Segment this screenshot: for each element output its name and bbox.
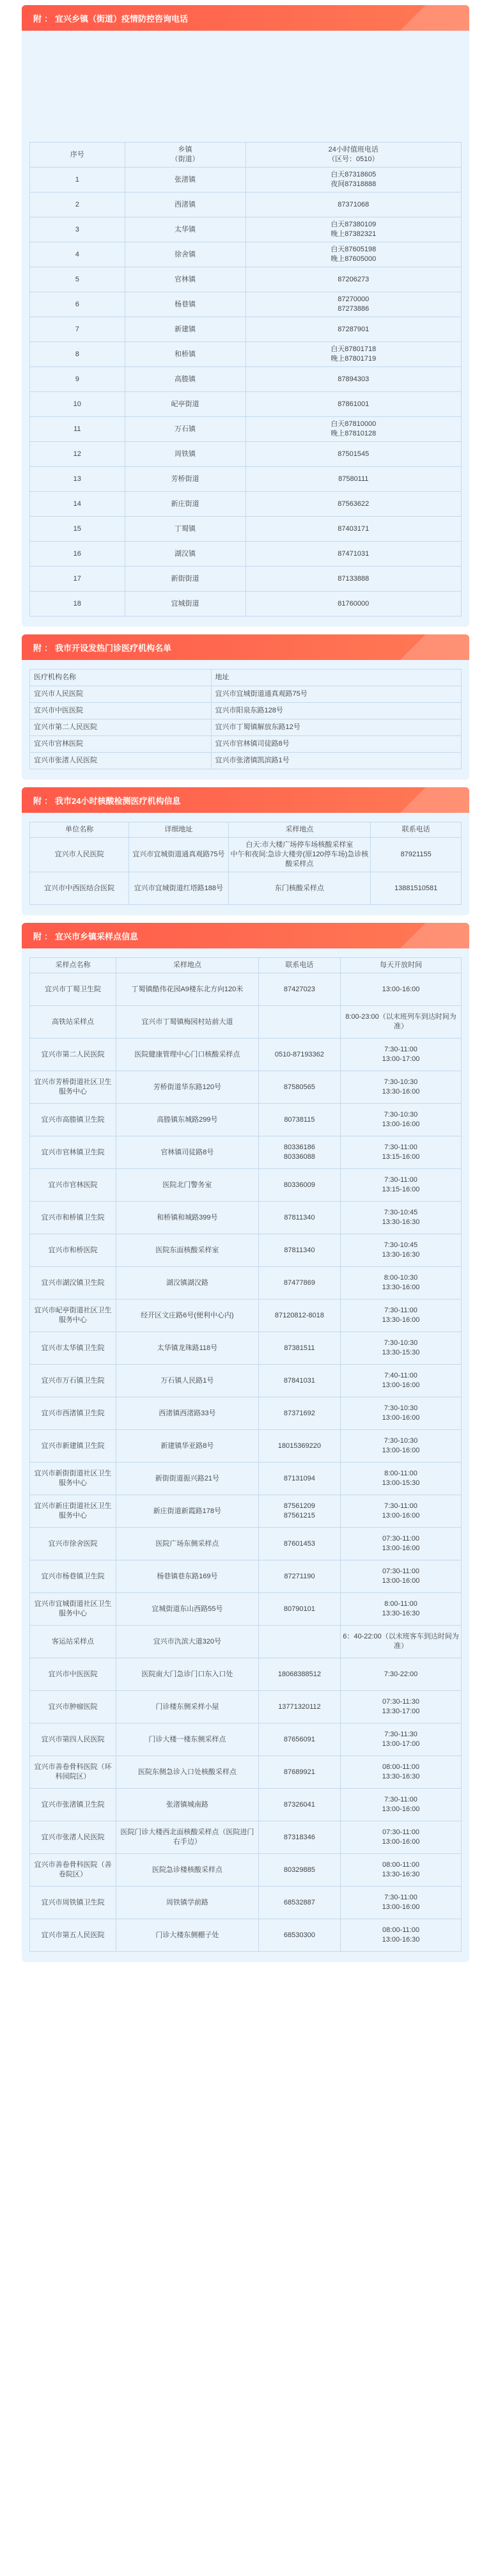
table-cell: 丁蜀镇酷伟花园A9楼东北方向120米 bbox=[116, 973, 259, 1006]
table-cell: 湖㳇镇 bbox=[125, 542, 246, 567]
fever-clinic-table bbox=[29, 669, 462, 769]
table-cell: 17 bbox=[30, 567, 125, 592]
table-cell: 87271190 bbox=[258, 1560, 340, 1593]
table-row bbox=[30, 1724, 462, 1756]
column-header: 24小时值班电话 （区号：0510） bbox=[246, 143, 462, 168]
table-cell: 87318346 bbox=[258, 1821, 340, 1854]
table-cell: 7 bbox=[30, 317, 125, 342]
table-cell: 宜兴市宜城街道社区卫生服务中心 bbox=[30, 1593, 116, 1626]
table-cell: 87921155 bbox=[371, 838, 462, 872]
table-cell: 87656091 bbox=[258, 1724, 340, 1756]
table-cell: 宜兴市官林镇卫生院 bbox=[30, 1136, 116, 1169]
table-cell: 12 bbox=[30, 442, 125, 467]
table-cell: 7:30-11:00 13:00-16:00 bbox=[341, 1887, 462, 1919]
table-cell: 宜兴市中西医结合医院 bbox=[30, 872, 129, 905]
table-cell: 13:00-16:00 bbox=[341, 973, 462, 1006]
table-row bbox=[30, 1821, 462, 1854]
table-cell: 宜兴市张渚镇凯滨路1号 bbox=[211, 753, 462, 769]
table-cell: 87811340 bbox=[258, 1234, 340, 1267]
section-fever-clinics bbox=[22, 634, 469, 780]
table-cell: 87811340 bbox=[258, 1202, 340, 1234]
table-cell: 宜兴市周铁镇卫生院 bbox=[30, 1887, 116, 1919]
table-cell: 87563622 bbox=[246, 492, 462, 517]
table-cell: 徐舍镇 bbox=[125, 242, 246, 267]
table-row bbox=[30, 292, 462, 317]
table-row bbox=[30, 872, 462, 905]
table-cell: 宜兴市官林医院 bbox=[30, 1169, 116, 1202]
table-cell: 87133888 bbox=[246, 567, 462, 592]
table-cell: 宜兴市丁蜀镇解放东路12号 bbox=[211, 719, 462, 736]
table-cell: 7:30-11:00 13:15-16:00 bbox=[341, 1169, 462, 1202]
table-cell: 宜兴市善卷骨科医院（环科园院区） bbox=[30, 1756, 116, 1789]
section-title: 我市开设发热门诊医疗机构名单 bbox=[55, 643, 172, 653]
column-header: 单位名称 bbox=[30, 822, 129, 838]
table-row bbox=[30, 1397, 462, 1430]
table-cell: 白天87801718 晚上87801719 bbox=[246, 342, 462, 367]
table-cell: 6 bbox=[30, 292, 125, 317]
table-cell: 13 bbox=[30, 467, 125, 492]
table-row bbox=[30, 392, 462, 417]
table-row bbox=[30, 1789, 462, 1821]
section-town-hotlines bbox=[22, 5, 469, 627]
table-cell: 7:30-11:00 13:30-16:00 bbox=[341, 1300, 462, 1332]
table-header-row bbox=[30, 143, 462, 168]
testing-institution-table bbox=[29, 822, 462, 905]
table-row bbox=[30, 492, 462, 517]
table-cell: 宜城街道东山西路55号 bbox=[116, 1593, 259, 1626]
table-cell: 80336186 80336088 bbox=[258, 1136, 340, 1169]
table-cell: 张渚镇 bbox=[125, 168, 246, 192]
table-cell: 80738115 bbox=[258, 1104, 340, 1136]
table-cell: 太华镇龙珠路118号 bbox=[116, 1332, 259, 1365]
section-header: 附 ： 宜兴市乡镇采样点信息 bbox=[22, 923, 469, 948]
table-cell: 宜兴市万石镇卫生院 bbox=[30, 1365, 116, 1397]
table-cell: 万石镇人民路1号 bbox=[116, 1365, 259, 1397]
table-cell: 医院急诊楼核酸采样点 bbox=[116, 1854, 259, 1887]
table-row bbox=[30, 1169, 462, 1202]
table-row bbox=[30, 217, 462, 242]
table-cell: 宜城街道 bbox=[125, 592, 246, 617]
table-row bbox=[30, 592, 462, 617]
table-cell: 白天87810000 晚上87810128 bbox=[246, 417, 462, 442]
table-row bbox=[30, 1071, 462, 1104]
section-header: 附 ： 我市开设发热门诊医疗机构名单 bbox=[22, 634, 469, 660]
table-row bbox=[30, 1854, 462, 1887]
table-cell: 医院门诊大楼西北面核酸采样点（医院进门右手边） bbox=[116, 1821, 259, 1854]
table-cell: 68532887 bbox=[258, 1887, 340, 1919]
column-header: 地址 bbox=[211, 670, 462, 686]
table-cell: 11 bbox=[30, 417, 125, 442]
table-header-row bbox=[30, 670, 462, 686]
table-cell: 西渚镇西渚路33号 bbox=[116, 1397, 259, 1430]
table-row bbox=[30, 192, 462, 217]
table-cell: 宜兴市第四人民医院 bbox=[30, 1724, 116, 1756]
table-cell: 87120812-8018 bbox=[258, 1300, 340, 1332]
table-row bbox=[30, 168, 462, 192]
table-cell: 宜兴市第二人民医院 bbox=[30, 719, 212, 736]
table-cell: 87501545 bbox=[246, 442, 462, 467]
section-sampling-points bbox=[22, 923, 469, 1962]
table-cell: 87270000 87273886 bbox=[246, 292, 462, 317]
table-cell: 张渚镇城南路 bbox=[116, 1789, 259, 1821]
table-row bbox=[30, 1202, 462, 1234]
table-cell: 87689921 bbox=[258, 1756, 340, 1789]
table-cell: 宜兴市宜城街道通真观路75号 bbox=[211, 686, 462, 703]
table-cell: 客运站采样点 bbox=[30, 1626, 116, 1658]
table-cell: 新街街道 bbox=[125, 567, 246, 592]
section-header: 附 ： 宜兴乡镇（街道）疫情防控咨询电话 bbox=[22, 5, 469, 31]
column-header: 乡镇 （街道） bbox=[125, 143, 246, 168]
table-cell: 宜兴市新庄街道社区卫生服务中心 bbox=[30, 1495, 116, 1528]
table-cell: 周铁镇 bbox=[125, 442, 246, 467]
table-row bbox=[30, 1039, 462, 1071]
section-prefix: 附 bbox=[33, 13, 42, 24]
table-row bbox=[30, 736, 462, 753]
table-cell: 芳桥街道华东路120号 bbox=[116, 1071, 259, 1104]
table-row bbox=[30, 1560, 462, 1593]
table-cell: 门诊大楼一楼东侧采样点 bbox=[116, 1724, 259, 1756]
table-cell: 宜兴市肿瘤医院 bbox=[30, 1691, 116, 1724]
column-header: 联系电话 bbox=[371, 822, 462, 838]
table-row bbox=[30, 1658, 462, 1691]
table-cell: 太华镇 bbox=[125, 217, 246, 242]
table-cell: 8:00-23:00（以末班列车到达时间为准） bbox=[341, 1006, 462, 1039]
table-cell: 15 bbox=[30, 517, 125, 542]
table-cell: 新庄街道 bbox=[125, 492, 246, 517]
town-hotline-table bbox=[29, 142, 462, 617]
column-header: 联系电话 bbox=[258, 958, 340, 973]
header-decoration bbox=[380, 923, 469, 948]
table-cell: 经开区文庄路6号(便利中心内) bbox=[116, 1300, 259, 1332]
table-cell: 87561209 87561215 bbox=[258, 1495, 340, 1528]
table-row bbox=[30, 367, 462, 392]
table-cell: 宜兴市芳桥街道社区卫生服务中心 bbox=[30, 1071, 116, 1104]
table-cell: 8:00-11:00 13:30-16:30 bbox=[341, 1593, 462, 1626]
table-cell: 医院广场东侧采样点 bbox=[116, 1528, 259, 1560]
table-row bbox=[30, 1104, 462, 1136]
table-cell: 和桥镇和城路399号 bbox=[116, 1202, 259, 1234]
table-cell: 7:30-10:30 13:30-15:30 bbox=[341, 1332, 462, 1365]
table-row bbox=[30, 1495, 462, 1528]
table-cell: 07:30-11:00 13:00-16:00 bbox=[341, 1821, 462, 1854]
table-cell: 68530300 bbox=[258, 1919, 340, 1952]
table-row bbox=[30, 703, 462, 719]
column-header: 采样地点 bbox=[228, 822, 371, 838]
table-cell: 新建镇 bbox=[125, 317, 246, 342]
table-cell: 7:30-10:30 13:00-16:00 bbox=[341, 1104, 462, 1136]
section-24h-testing bbox=[22, 787, 469, 915]
table-cell: 宜兴市官林镇司徒路8号 bbox=[211, 736, 462, 753]
table-cell: 16 bbox=[30, 542, 125, 567]
section-title: 宜兴乡镇（街道）疫情防控咨询电话 bbox=[55, 13, 189, 24]
table-cell: 宜兴市中医医院 bbox=[30, 703, 212, 719]
table-cell: 宜兴市西渚镇卫生院 bbox=[30, 1397, 116, 1430]
table-row bbox=[30, 517, 462, 542]
table-cell: 宜兴市高塍镇卫生院 bbox=[30, 1104, 116, 1136]
table-cell bbox=[258, 1006, 340, 1039]
table-cell: 宜兴市徐舍医院 bbox=[30, 1528, 116, 1560]
table-row bbox=[30, 1300, 462, 1332]
table-cell: 高铁站采样点 bbox=[30, 1006, 116, 1039]
table-cell: 宜兴市宜城街道红塔路188号 bbox=[129, 872, 228, 905]
table-cell: 7:30-22:00 bbox=[341, 1658, 462, 1691]
table-cell: 7:30-10:30 13:00-16:00 bbox=[341, 1397, 462, 1430]
table-cell: 13881510581 bbox=[371, 872, 462, 905]
table-cell: 7:40-11:00 13:00-16:00 bbox=[341, 1365, 462, 1397]
table-cell: 6：40-22:00（以末班客车到达时间为准） bbox=[341, 1626, 462, 1658]
section-header: 附 ： 我市24小时核酸检测医疗机构信息 bbox=[22, 787, 469, 813]
table-row bbox=[30, 1756, 462, 1789]
table-cell: 湖㳇镇湖㳇路 bbox=[116, 1267, 259, 1300]
table-cell: 宜兴市张渚人民医院 bbox=[30, 753, 212, 769]
column-header: 序号 bbox=[30, 143, 125, 168]
table-cell: 门诊楼东侧采样小屋 bbox=[116, 1691, 259, 1724]
table-cell: 07:30-11:00 13:00-16:00 bbox=[341, 1560, 462, 1593]
table-row bbox=[30, 417, 462, 442]
table-cell: 高塍镇 bbox=[125, 367, 246, 392]
table-cell: 7:30-11:00 13:00-17:00 bbox=[341, 1039, 462, 1071]
table-row bbox=[30, 1919, 462, 1952]
table-row bbox=[30, 1691, 462, 1724]
table-row bbox=[30, 567, 462, 592]
table-cell: 18 bbox=[30, 592, 125, 617]
table-cell: 宜兴市中医医院 bbox=[30, 1658, 116, 1691]
table-cell: 杨巷镇 bbox=[125, 292, 246, 317]
table-row bbox=[30, 1593, 462, 1626]
table-cell: 宜兴市宜城街道通真观路75号 bbox=[129, 838, 228, 872]
table-row bbox=[30, 1006, 462, 1039]
table-cell: 新街街道振兴路21号 bbox=[116, 1463, 259, 1495]
column-header: 采样点名称 bbox=[30, 958, 116, 973]
table-cell: 白天87380109 晚上87382321 bbox=[246, 217, 462, 242]
table-cell: 宜兴市张渚人民医院 bbox=[30, 1821, 116, 1854]
table-cell: 87371692 bbox=[258, 1397, 340, 1430]
table-cell: 1 bbox=[30, 168, 125, 192]
table-cell: 丁蜀镇 bbox=[125, 517, 246, 542]
table-cell: 87371068 bbox=[246, 192, 462, 217]
table-cell: 8 bbox=[30, 342, 125, 367]
table-cell: 屺亭街道 bbox=[125, 392, 246, 417]
table-cell: 白天87318605 夜间87318888 bbox=[246, 168, 462, 192]
table-cell: 万石镇 bbox=[125, 417, 246, 442]
table-cell: 芳桥街道 bbox=[125, 467, 246, 492]
table-row bbox=[30, 686, 462, 703]
table-cell: 3 bbox=[30, 217, 125, 242]
column-header: 采样地点 bbox=[116, 958, 259, 973]
table-cell: 官林镇 bbox=[125, 267, 246, 292]
table-cell: 08:00-11:00 13:00-16:30 bbox=[341, 1919, 462, 1952]
table-row bbox=[30, 719, 462, 736]
table-row bbox=[30, 467, 462, 492]
table-cell: 87894303 bbox=[246, 367, 462, 392]
table-row bbox=[30, 1463, 462, 1495]
table-cell: 官林镇司徒路8号 bbox=[116, 1136, 259, 1169]
table-row bbox=[30, 1234, 462, 1267]
table-row bbox=[30, 442, 462, 467]
table-cell: 87841031 bbox=[258, 1365, 340, 1397]
table-cell: 80790101 bbox=[258, 1593, 340, 1626]
table-cell: 宜兴市和桥镇卫生院 bbox=[30, 1202, 116, 1234]
table-cell: 80336009 bbox=[258, 1169, 340, 1202]
table-cell: 宜兴市第五人民医院 bbox=[30, 1919, 116, 1952]
table-cell: 白天87605198 晚上87605000 bbox=[246, 242, 462, 267]
table-row bbox=[30, 1430, 462, 1463]
table-cell: 宜兴市氿滨大道320号 bbox=[116, 1626, 259, 1658]
table-cell: 宜兴市善卷骨科医院（善卷院区） bbox=[30, 1854, 116, 1887]
table-cell: 宜兴市杨巷镇卫生院 bbox=[30, 1560, 116, 1593]
table-cell: 08:00-11:00 13:30-16:30 bbox=[341, 1756, 462, 1789]
table-cell: 医院南大门急诊门口东入口处 bbox=[116, 1658, 259, 1691]
table-cell: 宜兴市丁蜀镇梅园村站前大道 bbox=[116, 1006, 259, 1039]
table-cell: 87131094 bbox=[258, 1463, 340, 1495]
table-cell: 87861001 bbox=[246, 392, 462, 417]
table-cell: 87580565 bbox=[258, 1071, 340, 1104]
table-cell: 宜兴市人民医院 bbox=[30, 686, 212, 703]
table-cell: 87287901 bbox=[246, 317, 462, 342]
table-cell: 7:30-11:30 13:00-17:00 bbox=[341, 1724, 462, 1756]
table-cell: 87381511 bbox=[258, 1332, 340, 1365]
table-cell: 87326041 bbox=[258, 1789, 340, 1821]
table-cell: 4 bbox=[30, 242, 125, 267]
table-cell: 7:30-11:00 13:00-16:00 bbox=[341, 1789, 462, 1821]
table-cell: 87471031 bbox=[246, 542, 462, 567]
table-row bbox=[30, 1267, 462, 1300]
table-cell: 门诊大楼东侧棚子处 bbox=[116, 1919, 259, 1952]
blank-area bbox=[29, 40, 462, 142]
table-cell: 87206273 bbox=[246, 267, 462, 292]
section-prefix: 附 bbox=[33, 643, 42, 653]
table-cell: 87580111 bbox=[246, 467, 462, 492]
table-row bbox=[30, 838, 462, 872]
section-title: 我市24小时核酸检测医疗机构信息 bbox=[55, 796, 181, 806]
table-cell: 宜兴市丁蜀卫生院 bbox=[30, 973, 116, 1006]
column-header: 医疗机构名称 bbox=[30, 670, 212, 686]
table-row bbox=[30, 267, 462, 292]
table-cell: 宜兴市官林医院 bbox=[30, 736, 212, 753]
table-cell: 宜兴市屺亭街道社区卫生服务中心 bbox=[30, 1300, 116, 1332]
table-cell: 7:30-11:00 13:15-16:00 bbox=[341, 1136, 462, 1169]
table-cell: 和桥镇 bbox=[125, 342, 246, 367]
column-header: 每天开放时间 bbox=[341, 958, 462, 973]
table-row bbox=[30, 342, 462, 367]
table-cell: 07:30-11:00 13:00-16:00 bbox=[341, 1528, 462, 1560]
table-cell: 宜兴市湖㳇镇卫生院 bbox=[30, 1267, 116, 1300]
table-cell: 杨巷镇巷东路169号 bbox=[116, 1560, 259, 1593]
table-cell: 宜兴市人民医院 bbox=[30, 838, 129, 872]
table-cell: 0510-87193362 bbox=[258, 1039, 340, 1071]
table-cell: 医院健康管理中心门口核酸采样点 bbox=[116, 1039, 259, 1071]
table-cell: 医院北门警务室 bbox=[116, 1169, 259, 1202]
table-cell: 医院东侧急诊入口处核酸采样点 bbox=[116, 1756, 259, 1789]
table-row bbox=[30, 1528, 462, 1560]
table-cell: 80329885 bbox=[258, 1854, 340, 1887]
header-decoration bbox=[380, 5, 469, 31]
table-cell: 高塍镇东城路299号 bbox=[116, 1104, 259, 1136]
table-row bbox=[30, 242, 462, 267]
table-row bbox=[30, 1626, 462, 1658]
table-cell: 87477869 bbox=[258, 1267, 340, 1300]
table-row bbox=[30, 1887, 462, 1919]
table-cell: 东门核酸采样点 bbox=[228, 872, 371, 905]
column-header: 详细地址 bbox=[129, 822, 228, 838]
table-cell: 宜兴市第二人民医院 bbox=[30, 1039, 116, 1071]
table-header-row bbox=[30, 822, 462, 838]
table-cell: 08:00-11:00 13:30-16:30 bbox=[341, 1854, 462, 1887]
table-cell: 医院东面核酸采样室 bbox=[116, 1234, 259, 1267]
table-cell: 13771320112 bbox=[258, 1691, 340, 1724]
table-cell: 07:30-11:30 13:30-17:00 bbox=[341, 1691, 462, 1724]
table-cell: 18068388512 bbox=[258, 1658, 340, 1691]
table-cell: 宜兴市新建镇卫生院 bbox=[30, 1430, 116, 1463]
table-cell: 7:30-10:30 13:00-16:00 bbox=[341, 1430, 462, 1463]
sampling-point-table bbox=[29, 957, 462, 1952]
header-decoration bbox=[380, 787, 469, 813]
table-cell: 新庄街道新霞路178号 bbox=[116, 1495, 259, 1528]
table-cell: 5 bbox=[30, 267, 125, 292]
table-cell: 宜兴市新街街道社区卫生服务中心 bbox=[30, 1463, 116, 1495]
table-cell: 9 bbox=[30, 367, 125, 392]
header-decoration bbox=[380, 634, 469, 660]
table-cell: 白天:市大楼广场停车场核酸采样室 中午和夜间:急诊大楼旁(原120停车场)急诊核酸采样点 bbox=[228, 838, 371, 872]
table-row bbox=[30, 973, 462, 1006]
table-cell: 宜兴市和桥医院 bbox=[30, 1234, 116, 1267]
table-cell: 宜兴市阳泉东路128号 bbox=[211, 703, 462, 719]
section-prefix: 附 bbox=[33, 796, 42, 806]
table-cell bbox=[258, 1626, 340, 1658]
table-cell: 2 bbox=[30, 192, 125, 217]
table-row bbox=[30, 542, 462, 567]
table-cell: 18015369220 bbox=[258, 1430, 340, 1463]
table-cell: 宜兴市张渚镇卫生院 bbox=[30, 1789, 116, 1821]
table-cell: 7:30-10:30 13:30-16:00 bbox=[341, 1071, 462, 1104]
table-cell: 81760000 bbox=[246, 592, 462, 617]
table-cell: 7:30-10:45 13:30-16:30 bbox=[341, 1234, 462, 1267]
table-cell: 8:00-11:00 13:00-15:30 bbox=[341, 1463, 462, 1495]
table-header-row bbox=[30, 958, 462, 973]
table-cell: 14 bbox=[30, 492, 125, 517]
table-cell: 7:30-11:00 13:00-16:00 bbox=[341, 1495, 462, 1528]
table-cell: 87601453 bbox=[258, 1528, 340, 1560]
table-cell: 10 bbox=[30, 392, 125, 417]
table-row bbox=[30, 1365, 462, 1397]
table-cell: 宜兴市太华镇卫生院 bbox=[30, 1332, 116, 1365]
table-cell: 周铁镇学前路 bbox=[116, 1887, 259, 1919]
table-cell: 新建镇华亚路8号 bbox=[116, 1430, 259, 1463]
table-row bbox=[30, 317, 462, 342]
table-cell: 7:30-10:45 13:30-16:30 bbox=[341, 1202, 462, 1234]
table-cell: 8:00-10:30 13:30-16:00 bbox=[341, 1267, 462, 1300]
table-cell: 西渚镇 bbox=[125, 192, 246, 217]
table-row bbox=[30, 1332, 462, 1365]
table-cell: 87427023 bbox=[258, 973, 340, 1006]
section-title: 宜兴市乡镇采样点信息 bbox=[55, 931, 139, 941]
table-cell: 87403171 bbox=[246, 517, 462, 542]
table-row bbox=[30, 1136, 462, 1169]
section-prefix: 附 bbox=[33, 931, 42, 941]
table-row bbox=[30, 753, 462, 769]
